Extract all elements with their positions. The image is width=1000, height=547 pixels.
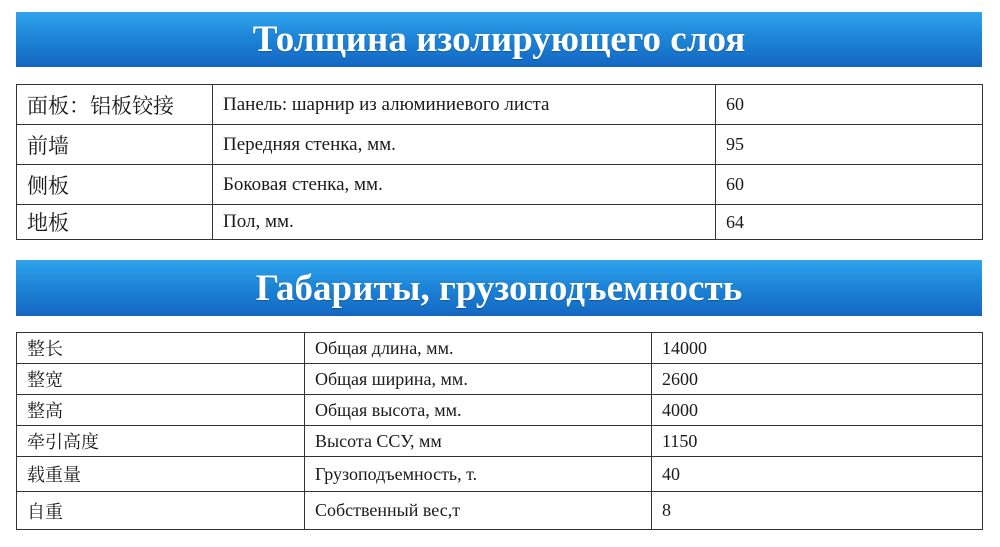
table-row	[17, 333, 983, 364]
table-row	[17, 205, 983, 240]
row-label-cn: 整长	[17, 333, 305, 364]
row-value: 95	[716, 125, 983, 165]
table-row	[17, 395, 983, 426]
dimensions-capacity-table	[16, 332, 983, 530]
table-row	[17, 457, 983, 492]
table-row	[17, 85, 983, 125]
table-row	[17, 492, 983, 530]
row-label-ru: Общая ширина, мм.	[305, 364, 652, 395]
row-label-ru: Общая длина, мм.	[305, 333, 652, 364]
row-value: 2600	[652, 364, 983, 395]
dimensions-section-title: Габариты, грузоподъемность	[255, 267, 743, 309]
table-row	[17, 125, 983, 165]
row-label-ru: Грузоподъемность, т.	[305, 457, 652, 492]
row-value: 1150	[652, 426, 983, 457]
row-value: 60	[716, 85, 983, 125]
row-label-ru: Панель: шарнир из алюминиевого листа	[213, 85, 716, 125]
row-label-cn: 整宽	[17, 364, 305, 395]
row-value: 40	[652, 457, 983, 492]
row-value: 60	[716, 165, 983, 205]
row-label-cn: 前墙	[17, 125, 213, 165]
row-value: 4000	[652, 395, 983, 426]
table-row	[17, 165, 983, 205]
row-label-cn: 整高	[17, 395, 305, 426]
table-row	[17, 426, 983, 457]
row-label-cn: 载重量	[17, 457, 305, 492]
insulation-section-header	[16, 12, 982, 67]
row-value: 14000	[652, 333, 983, 364]
row-label-ru: Общая высота, мм.	[305, 395, 652, 426]
row-value: 8	[652, 492, 983, 530]
row-label-cn: 自重	[17, 492, 305, 530]
row-label-ru: Боковая стенка, мм.	[213, 165, 716, 205]
row-label-ru: Собственный вес,т	[305, 492, 652, 530]
row-label-cn: 地板	[17, 205, 213, 240]
row-label-cn: 牵引高度	[17, 426, 305, 457]
insulation-thickness-table	[16, 84, 983, 240]
row-label-cn: 面板：铝板铰接	[17, 85, 213, 125]
row-label-ru: Высота ССУ, мм	[305, 426, 652, 457]
dimensions-section-header	[16, 260, 982, 316]
insulation-section-title: Толщина изолирующего слоя	[252, 19, 746, 60]
row-label-ru: Пол, мм.	[213, 205, 716, 240]
row-value: 64	[716, 205, 983, 240]
row-label-cn: 侧板	[17, 165, 213, 205]
table-row	[17, 364, 983, 395]
row-label-ru: Передняя стенка, мм.	[213, 125, 716, 165]
